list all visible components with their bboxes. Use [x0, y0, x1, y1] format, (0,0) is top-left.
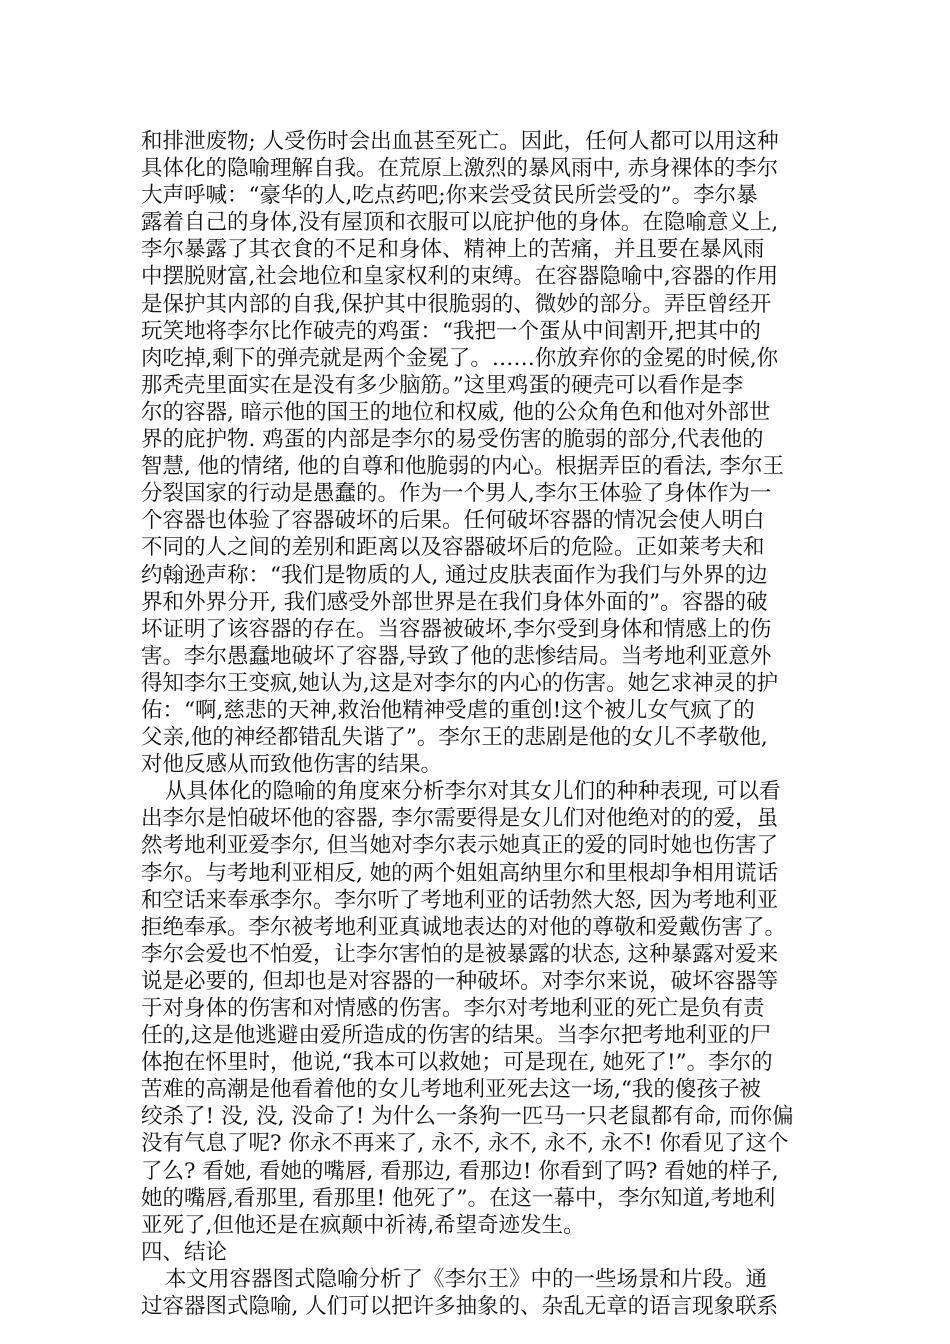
paragraph-2 [141, 778, 816, 1239]
body-text [141, 128, 816, 1320]
text-line: 不同的人之间的差别和距离以及容器破坏后的危险。正如莱考夫和 [141, 535, 765, 561]
text-line: 绞杀了! 没, 没, 没命了! 为什么一条狗一匹马一只老鼠都有命, 而你偏 [141, 1104, 794, 1130]
text-line: 过容器图式隐喻, 人们可以把许多抽象的、杂乱无章的语言现象联系 [141, 1294, 779, 1320]
text-line: 拒绝奉承。李尔被考地利亚真诚地表达的对他的尊敬和爱戴伤害了。 [141, 914, 787, 940]
text-line: 佑：“啊,慈悲的天神,救治他精神受虐的重创!这个被儿女气疯了的 [141, 697, 755, 723]
text-line: 中摆脱财富,社会地位和皇家权利的束缚。在容器隐喻中,容器的作用 [141, 264, 779, 290]
text-line: 了么? 看她, 看她的嘴唇, 看那边, 看那边! 你看到了吗? 看她的样子, [141, 1158, 779, 1184]
text-line: 和排泄废物; 人受伤时会出血甚至死亡。因此，任何人都可以用这种 [141, 129, 779, 154]
text-line: 大声呼喊：“豪华的人,吃点药吧;你来尝受贫民所尝受的”。李尔暴 [141, 183, 758, 209]
text-line: 没有气息了呢? 你永不再来了, 永不, 永不, 永不, 永不! 你看见了这个 [141, 1131, 789, 1157]
text-line: 苦难的高潮是他看着他的女儿考地利亚死去这一场,“我的傻孩子被 [141, 1077, 761, 1103]
text-line: 父亲,他的神经都错乱失谐了”。李尔王的悲剧是他的女儿不孝敬他, [141, 725, 768, 751]
text-line: 约翰逊声称：“我们是物质的人, 通过皮肤表面作为我们与外界的边 [141, 562, 768, 588]
text-line: 本文用容器图式隐喻分析了《李尔王》中的一些场景和片段。通 [165, 1266, 768, 1292]
section-heading: 四、结论 [141, 1239, 228, 1265]
text-line: 和空话来奉承李尔。李尔听了考地利亚的话勃然大怒, 因为考地利亚 [141, 887, 779, 913]
text-line: 说是必要的, 但却也是对容器的一种破坏。对李尔来说，破坏容器等 [141, 968, 779, 994]
text-line: 具体化的隐喻理解自我。在荒原上激烈的暴风雨中, 赤身裸体的李尔 [141, 156, 779, 182]
text-line: 李尔会爱也不怕爱，让李尔害怕的是被暴露的状态, 这种暴露对爱来 [141, 941, 779, 967]
text-line: 然考地利亚爱李尔, 但当她对李尔表示她真正的爱的同时她也伤害了 [141, 833, 779, 859]
text-line: 出李尔是怕破坏他的容器, 李尔需要得是女儿们对他绝对的的爱，虽 [141, 806, 779, 832]
text-line: 露着自己的身体,没有屋顶和衣服可以庇护他的身体。在隐喻意义上, [141, 210, 779, 236]
text-line: 是保护其内部的自我,保护其中很脆弱的、微妙的部分。弄臣曾经开 [141, 291, 772, 317]
text-line: 肉吃掉,剩下的弹壳就是两个金冕了。……你放弃你的金冕的时候,你 [141, 345, 779, 371]
text-line: 智慧, 他的情绪, 他的自尊和他脆弱的内心。根据弄臣的看法, 李尔王 [141, 454, 785, 480]
text-line: 得知李尔王变疯,她认为,这是对李尔的内心的伤害。她乞求神灵的护 [141, 670, 779, 696]
text-line: 界和外界分开, 我们感受外部世界是在我们身体外面的”。容器的破 [141, 589, 768, 615]
text-line: 玩笑地将李尔比作破壳的鸡蛋：“我把一个蛋从中间割开,把其中的 [141, 318, 761, 344]
text-line: 任的,这是他逃避由爱所造成的伤害的结果。当李尔把考地利亚的尸 [141, 1023, 772, 1049]
text-line: 她的嘴唇,看那里, 看那里! 他死了”。在这一幕中，李尔知道,考地利 [141, 1185, 776, 1211]
paragraph-1 [141, 128, 816, 778]
text-line: 于对身体的伤害和对情感的伤害。李尔对考地利亚的死亡是负有责 [141, 996, 765, 1021]
text-line: 对他反感从而致他伤害的结果。 [141, 752, 443, 778]
text-line: 尔的容器, 暗示他的国王的地位和权威, 他的公众角色和他对外部世 [141, 399, 771, 425]
text-line: 亚死了,但他还是在疯颠中祈祷,希望奇迹发生。 [141, 1212, 585, 1238]
text-line: 从具体化的隐喻的角度來分析李尔对其女儿们的种种表现, 可以看 [165, 779, 781, 805]
text-line: 体抱在怀里时，他说,“我本可以救她；可是现在, 她死了!”。李尔的 [141, 1050, 773, 1076]
paragraph-3 [141, 1266, 816, 1320]
text-line: 坏证明了该容器的存在。当容器被破坏,李尔受到身体和情感上的伤 [141, 616, 772, 642]
text-line: 李尔暴露了其衣食的不足和身体、精神上的苦痛，并且要在暴风雨 [141, 237, 765, 263]
text-line: 那秃壳里面实在是没有多少脑筋。”这里鸡蛋的硬壳可以看作是李 [141, 372, 744, 398]
text-line: 害。李尔愚蠢地破坏了容器,导致了他的悲惨结局。当考地利亚意外 [141, 643, 772, 669]
text-line: 个容器也体验了容器破坏的后果。任何破坏容器的情况会使人明白 [141, 508, 765, 534]
text-line: 李尔。与考地利亚相反, 她的两个姐姐高纳里尔和里根却争相用谎话 [141, 860, 779, 886]
text-line: 分裂国家的行动是愚蠢的。作为一个男人,李尔王体验了身体作为一 [141, 481, 772, 507]
text-line: 界的庇护物. 鸡蛋的内部是李尔的易受伤害的脆弱的部分,代表他的 [141, 427, 764, 453]
